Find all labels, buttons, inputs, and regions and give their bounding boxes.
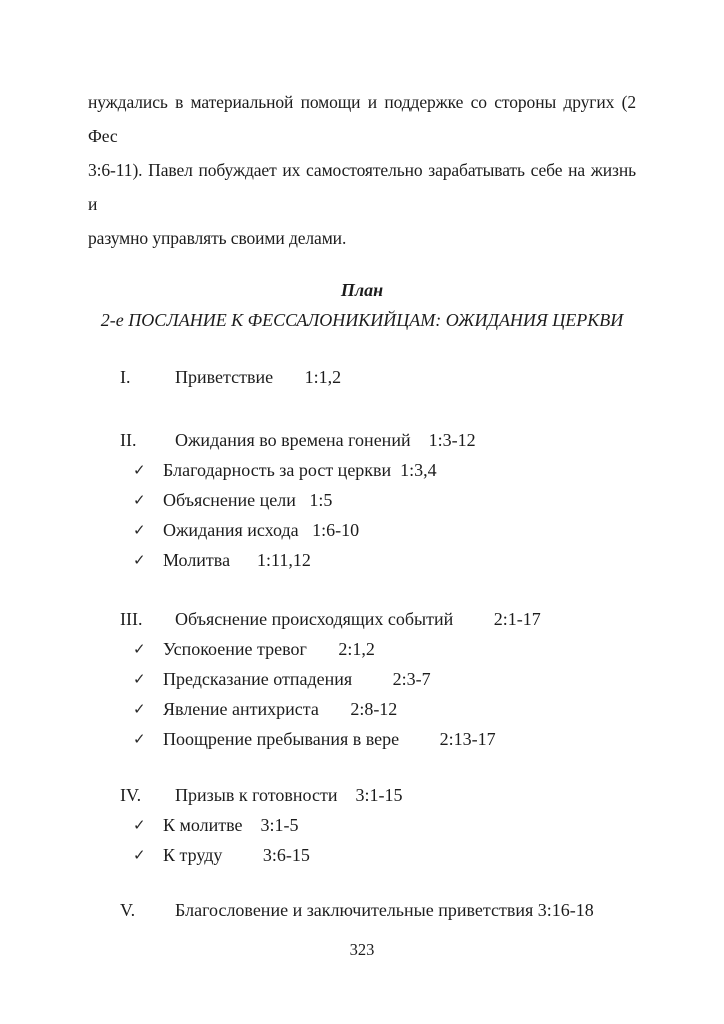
sub-item-text: Предсказание отпадения 2:3-7: [163, 669, 431, 689]
plan-title: 2-е ПОСЛАНИЕ К ФЕССАЛОНИКИЙЦАМ: ОЖИДАНИЯ ЦЕРКВИ: [100, 310, 624, 330]
outline-list: [88, 362, 636, 925]
check-icon: ✓: [133, 670, 146, 688]
section-numeral: III.: [120, 609, 143, 629]
section-text: Ожидания во времена гонений 1:3-12: [175, 430, 476, 450]
check-icon: ✓: [133, 640, 146, 658]
outline-section-row: [88, 604, 636, 634]
intro-paragraph: [88, 85, 636, 255]
sub-item-text: Поощрение пребывания в вере 2:13-17: [163, 729, 496, 749]
section-numeral: IV.: [120, 785, 142, 805]
check-icon: ✓: [133, 461, 146, 479]
sub-item-text: К молитве 3:1-5: [163, 815, 299, 835]
outline-sub-item: [88, 545, 636, 575]
check-icon: ✓: [133, 846, 146, 864]
paragraph-line: разумно управлять своими делами.: [88, 228, 347, 248]
outline-sub-item: [88, 724, 636, 754]
outline-section-row: [88, 425, 636, 455]
section-numeral: I.: [120, 367, 131, 387]
outline-sub-item: [88, 634, 636, 664]
check-icon: ✓: [133, 816, 146, 834]
check-icon: ✓: [133, 551, 146, 569]
sub-item-text: Благодарность за рост церкви 1:3,4: [163, 460, 437, 480]
outline-sub-item: [88, 810, 636, 840]
sub-item-text: Успокоение тревог 2:1,2: [163, 639, 375, 659]
section-numeral: V.: [120, 900, 136, 920]
plan-heading: План: [340, 280, 384, 300]
outline-sub-item: [88, 515, 636, 545]
outline-section-row: [88, 780, 636, 810]
sub-item-text: Явление антихриста 2:8-12: [163, 699, 398, 719]
section-text: Призыв к готовности 3:1-15: [175, 785, 403, 805]
page-number: 323: [349, 940, 375, 959]
outline-sub-item: [88, 485, 636, 515]
section-text: Благословение и заключительные приветствия 3:16-18: [175, 900, 594, 920]
outline-section-row: [88, 362, 636, 392]
check-icon: ✓: [133, 700, 146, 718]
outline-sub-item: [88, 455, 636, 485]
paragraph-line: 3:6-11). Павел побуждает их самостоятельно зарабатывать себе на жизнь и: [88, 160, 636, 214]
outline-sub-item: [88, 664, 636, 694]
paragraph-line: нуждались в материальной помощи и поддержке со стороны других (2 Фес: [88, 92, 636, 146]
sub-item-text: Объяснение цели 1:5: [163, 490, 333, 510]
check-icon: ✓: [133, 730, 146, 748]
sub-item-text: К труду 3:6-15: [163, 845, 310, 865]
sub-item-text: Молитва 1:11,12: [163, 550, 311, 570]
outline-section-row: [88, 895, 636, 925]
section-text: Объяснение происходящих событий 2:1-17: [175, 609, 541, 629]
outline-sub-item: [88, 694, 636, 724]
check-icon: ✓: [133, 521, 146, 539]
section-text: Приветствие 1:1,2: [175, 367, 342, 387]
outline-sub-item: [88, 840, 636, 870]
check-icon: ✓: [133, 491, 146, 509]
section-numeral: II.: [120, 430, 137, 450]
sub-item-text: Ожидания исхода 1:6-10: [163, 520, 360, 540]
